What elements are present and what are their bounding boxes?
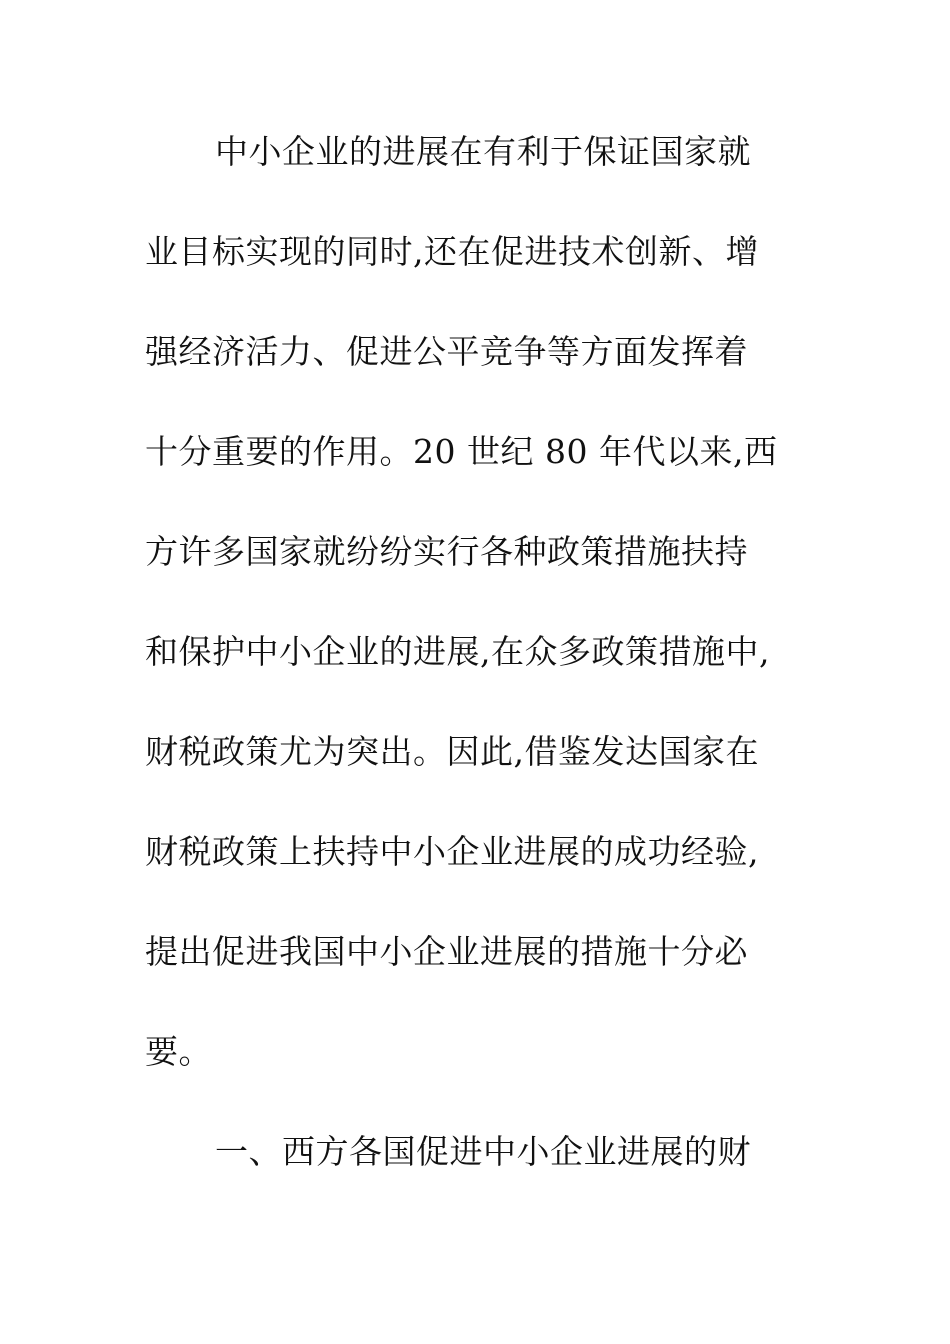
- paragraph-line: 业目标实现的同时,还在促进技术创新、增: [145, 232, 759, 271]
- paragraph-line: 十分重要的作用。20 世纪 80 年代以来,西: [145, 432, 778, 471]
- paragraph-line: 方许多国家就纷纷实行各种政策措施扶持: [145, 532, 748, 571]
- paragraph-line: 要。: [145, 1032, 212, 1071]
- paragraph-line: 中小企业的进展在有利于保证国家就: [215, 132, 751, 171]
- paragraph-line: 财税政策上扶持中小企业进展的成功经验,: [145, 832, 759, 871]
- paragraph-line: 强经济活力、促进公平竞争等方面发挥着: [145, 332, 748, 371]
- paragraph-line: 和保护中小企业的进展,在众多政策措施中,: [145, 632, 770, 671]
- paragraph-line: 提出促进我国中小企业进展的措施十分必: [145, 932, 748, 971]
- paragraph-line: 财税政策尤为突出。因此,借鉴发达国家在: [145, 732, 759, 771]
- section-heading: 一、西方各国促进中小企业进展的财: [215, 1132, 751, 1171]
